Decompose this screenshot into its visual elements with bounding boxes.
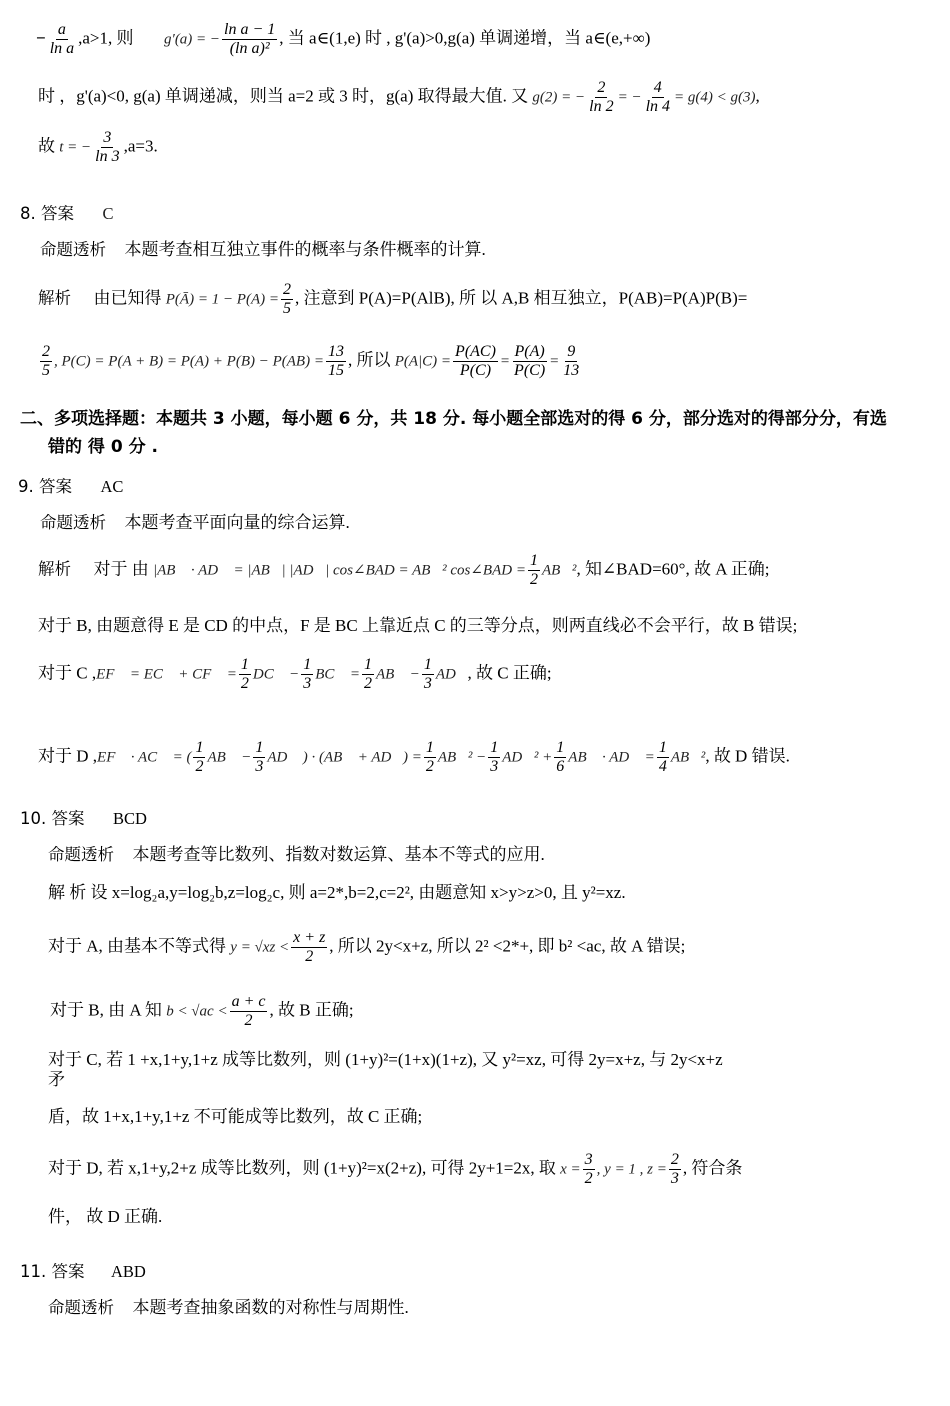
math-fraction: $\frac{a + c}{2}$ bbox=[231, 993, 266, 1029]
q10-line-d bbox=[48, 1152, 742, 1187]
math-fraction: $\frac{1}{2}$ bbox=[240, 656, 249, 692]
p1-line-2 bbox=[38, 80, 760, 115]
question-number: 11. 答案 bbox=[20, 1262, 85, 1281]
q11-answer-line bbox=[20, 1263, 146, 1281]
q10-line-d2: 件， 故 D 正确. bbox=[48, 1207, 163, 1226]
question-number: 10. 答案 bbox=[20, 809, 85, 828]
math-fraction: $\frac{1}{2}$ bbox=[425, 739, 434, 775]
intent-label: 命题透析 bbox=[40, 240, 106, 259]
math-fraction: $\frac{3}{\ln 3}$ bbox=[95, 129, 120, 165]
text: , 所以 2y<x+z, 所以 2² <2*+, 即 b² <ac, 故 A 错误; bbox=[329, 936, 686, 956]
answer-value: C bbox=[102, 204, 114, 223]
question-number: 8. 答案 bbox=[20, 204, 74, 223]
intent-label: 命题透析 bbox=[48, 1298, 114, 1317]
q10-line-c1: 对于 C, 若 1 +x,1+y,1+z 成等比数列，则 (1+y)²=(1+x)(1+z), 又 y²=xz, 可得 2y=x+z, 与 2y<x+z bbox=[48, 1050, 723, 1069]
math-expr: AB⃗ − bbox=[207, 749, 252, 766]
q10-analysis-line: 解 析 设 x=log₂a,y=log₂b,z=log₂c, 则 a=2*,b=2,c=2², 由题意知 x>y>z>0, 且 y²=xz. bbox=[48, 883, 626, 902]
text: , 注意到 P(A)=P(AlB), 所 以 A,B 相互独立，P(AB)=P(A)P(B)= bbox=[295, 288, 748, 308]
math-fraction: $\frac{2}{5}$ bbox=[42, 343, 50, 379]
text: , bbox=[755, 86, 760, 106]
text: ,a>1, 则 bbox=[78, 28, 134, 48]
text: 对于 由 bbox=[93, 559, 149, 579]
q11-intent-line bbox=[48, 1299, 409, 1318]
math-expr: AB⃗ · AD⃗ = bbox=[568, 749, 655, 766]
math-fraction: $\frac{P(A)}{P(C)}$ bbox=[514, 343, 546, 379]
math-fraction: $\frac{2}{3}$ bbox=[670, 1151, 679, 1187]
math-fraction: $\frac{1}{2}$ bbox=[529, 552, 538, 588]
math-expr: AD⃗ bbox=[435, 666, 468, 683]
math-expr: AD⃗ ) · (AB⃗ + AD⃗) = bbox=[267, 749, 422, 766]
q10-line-c2: 盾，故 1+x,1+y,1+z 不可能成等比数列，故 C 正确; bbox=[48, 1107, 423, 1126]
text: 对于 B, 由 A 知 bbox=[50, 1000, 162, 1020]
intent-label: 命题透析 bbox=[40, 513, 106, 532]
math-expr: = g(4) < g(3) bbox=[674, 89, 756, 106]
intent-text: 本题考查平面向量的综合运算. bbox=[124, 513, 350, 532]
q8-answer-line bbox=[20, 205, 114, 223]
math-expr: AB⃗² bbox=[541, 562, 577, 579]
q9-line-b: 对于 B, 由题意得 E 是 CD 的中点，F 是 BC 上靠近点 C 的三等分点，则两直线必不会平行，故 B 错误; bbox=[38, 616, 798, 635]
q10-line-b bbox=[50, 994, 354, 1029]
q10-answer-line bbox=[20, 810, 147, 828]
q8-analysis-line-2 bbox=[38, 344, 583, 379]
q9-answer-line bbox=[18, 478, 123, 496]
math-expr: = bbox=[549, 353, 560, 370]
math-expr: t = − bbox=[59, 139, 92, 156]
section-heading: 二、多项选择题：本题共 3 小题，每小题 6 分，共 18 分. 每小题全部选对的得 6 分，部分选对的得部分分，有选 bbox=[20, 409, 887, 429]
p1-line-1 bbox=[36, 22, 650, 57]
math-expr: EF⃗ = EC⃗ + CF⃗ = bbox=[96, 666, 237, 683]
q10-line-a bbox=[48, 930, 685, 965]
q9-line-c bbox=[38, 657, 552, 692]
text: 由已知得 bbox=[93, 288, 162, 308]
q8-intent-line bbox=[40, 241, 486, 260]
math-expr: y = √xz < bbox=[230, 939, 290, 956]
text: , 故 B 正确; bbox=[269, 1000, 354, 1020]
text: 时 ，g'(a)<0, g(a) 单调递减，则当 a=2 或 3 时，g(a) 取得最大值. 又 bbox=[38, 86, 529, 106]
math-fraction: $\frac{3}{2}$ bbox=[584, 1151, 593, 1187]
math-expr: AB⃗² bbox=[670, 749, 706, 766]
math-expr: g′(a) = − bbox=[164, 31, 221, 48]
math-expr: DC⃗ − bbox=[252, 666, 300, 683]
math-expr: g(2) = − bbox=[532, 89, 586, 106]
math-fraction: $\frac{2}{\ln 2}$ bbox=[589, 79, 614, 115]
math-expr: EF⃗ · AC⃗ = ( bbox=[97, 749, 192, 766]
math-fraction: $\frac{1}{3}$ bbox=[423, 656, 432, 692]
math-fraction: $\frac{P(AC)}{P(C)}$ bbox=[455, 343, 496, 379]
math-expr: x = bbox=[560, 1161, 581, 1178]
analysis-label: 解析 bbox=[38, 288, 71, 308]
text: , 当 a∈(1,e) 时 , g'(a)>0,g(a) 单调递增，当 a∈(e,+∞) bbox=[279, 28, 651, 48]
math-fraction: $\frac{1}{2}$ bbox=[195, 739, 204, 775]
math-expr: AB⃗ − bbox=[375, 666, 420, 683]
math-fraction: $\frac{4}{\ln 4}$ bbox=[645, 79, 671, 115]
math-expr: b < √ac < bbox=[166, 1003, 228, 1020]
question-number: 9. 答案 bbox=[18, 477, 72, 496]
math-expr: , y = 1 , z = bbox=[596, 1161, 667, 1178]
math-fraction: $\frac{1}{4}$ bbox=[658, 739, 667, 775]
q9-analysis-line-1 bbox=[38, 553, 770, 588]
text: , 所以 bbox=[347, 350, 391, 370]
math-expr: P(A|C) = bbox=[394, 353, 452, 370]
text: 对于 C , bbox=[38, 663, 97, 683]
text: 对于 A, 由基本不等式得 bbox=[48, 936, 227, 956]
text: 对于 D , bbox=[38, 746, 98, 766]
answer-value: AC bbox=[100, 477, 124, 496]
math-fraction: $\frac{1}{2}$ bbox=[363, 656, 372, 692]
answer-value: BCD bbox=[113, 809, 147, 828]
math-expr: AD⃗² + bbox=[502, 749, 553, 766]
math-fraction: $\frac{1}{6}$ bbox=[556, 739, 565, 775]
math-expr: BC⃗ = bbox=[315, 666, 360, 683]
math-fraction: $\frac{13}{15}$ bbox=[327, 343, 344, 379]
text: 对于 D, 若 x,1+y,2+z 成等比数列，则 (1+y)²=x(2+z), 可得 2y+1=2x, 取 bbox=[48, 1158, 556, 1178]
math-fraction: $\frac{1}{3}$ bbox=[255, 739, 264, 775]
text: , 故 D 错误. bbox=[705, 746, 790, 766]
math-fraction: $\frac{1}{3}$ bbox=[490, 739, 499, 775]
math-fraction: $\frac{x + z}{2}$ bbox=[293, 929, 326, 965]
math-fraction: $\frac{2}{5}$ bbox=[283, 281, 291, 317]
intent-text: 本题考查抽象函数的对称性与周期性. bbox=[132, 1298, 409, 1317]
math-expr: AB⃗² − bbox=[437, 749, 487, 766]
text: , 故 C 正确; bbox=[467, 663, 552, 683]
math-expr: = − bbox=[617, 89, 642, 106]
section-heading-cont: 错的 得 0 分 . bbox=[48, 437, 158, 457]
q9-line-d bbox=[38, 740, 790, 775]
p1-line-3 bbox=[38, 130, 158, 165]
math-fraction: $\frac{a}{\text{ln a}}$ bbox=[49, 21, 75, 57]
text: ,a=3. bbox=[123, 136, 158, 156]
math-expr: , P(C) = P(A + B) = P(A) + P(B) − P(AB) = bbox=[54, 353, 324, 370]
intent-text: 本题考查等比数列、指数对数运算、基本不等式的应用. bbox=[132, 845, 545, 864]
text: 故 bbox=[38, 136, 55, 156]
q10-line-c1b: 矛 bbox=[48, 1070, 65, 1089]
analysis-label: 解析 bbox=[38, 559, 71, 579]
math-fraction: $\frac{1}{3}$ bbox=[303, 656, 312, 692]
math-expr: P(Ā) = 1 − P(A) = bbox=[165, 291, 279, 308]
intent-text: 本题考查相互独立事件的概率与条件概率的计算. bbox=[124, 240, 486, 259]
intent-label: 命题透析 bbox=[48, 845, 114, 864]
math-neg: − bbox=[36, 28, 46, 48]
text: , 知∠BAD=60°, 故 A 正确; bbox=[576, 559, 770, 579]
math-fraction: $\frac{\text{ln a − 1}}{\text{(ln a)²}}$ bbox=[224, 21, 276, 57]
math-fraction: $\frac{9}{13}$ bbox=[563, 343, 580, 379]
q8-analysis-line-1 bbox=[38, 282, 747, 317]
math-expr: |AB⃗ · AD⃗ = |AB⃗| |AD⃗| cos∠BAD = AB⃗² cos∠BAD = bbox=[153, 562, 526, 579]
q9-intent-line bbox=[40, 514, 350, 533]
answer-value: ABD bbox=[111, 1262, 146, 1281]
text: , 符合条 bbox=[682, 1158, 743, 1178]
math-expr: = bbox=[499, 353, 511, 370]
q10-intent-line bbox=[48, 846, 545, 865]
